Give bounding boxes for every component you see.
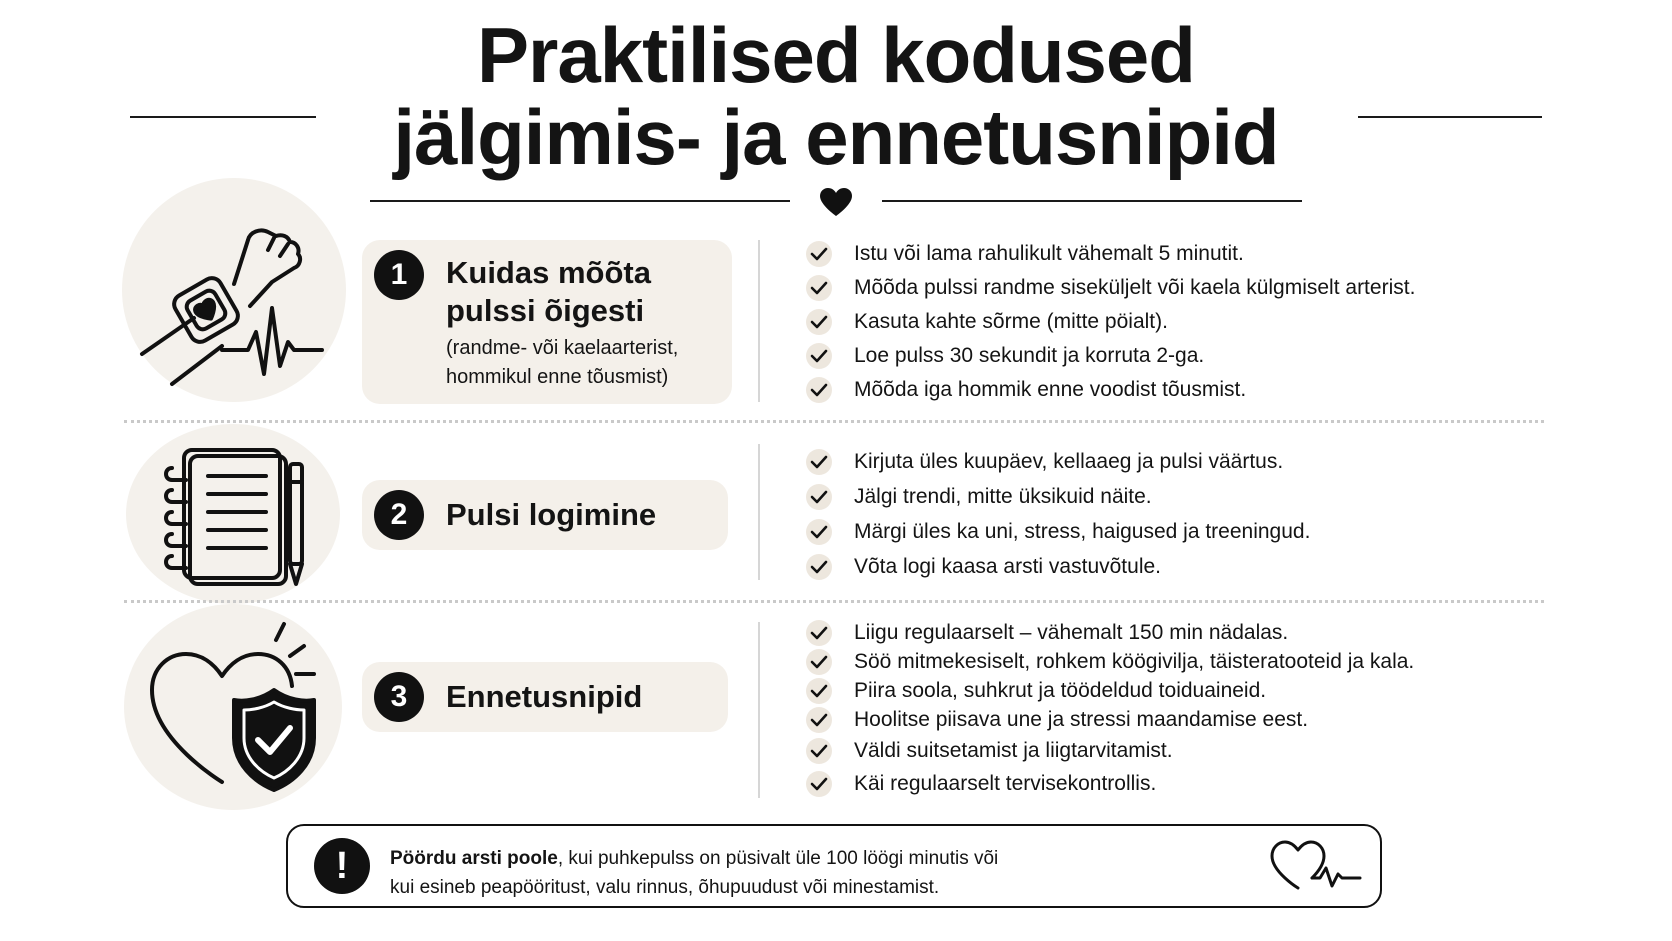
- wrist-watch-pulse-icon: [122, 178, 346, 402]
- checkmark-icon: [806, 554, 832, 580]
- list-item: Märgi üles ka uni, stress, haigused ja treeningud.: [806, 518, 1310, 553]
- checkmark-icon: [806, 275, 832, 301]
- section-2-list: [806, 448, 1310, 588]
- section-1-illustration: [122, 178, 346, 402]
- list-item: Kirjuta üles kuupäev, kellaaeg ja pulsi väärtus.: [806, 448, 1310, 483]
- section-1-title: [446, 254, 651, 330]
- divider-rule-right: [882, 200, 1302, 202]
- alert-text-line-1: Pöördu arsti poole, kui puhkepulss on püsivalt üle 100 löögi minutis või: [390, 848, 999, 869]
- title-rule-left: [130, 116, 316, 118]
- list-item: Mõõda iga hommik enne voodist tõusmist.: [806, 376, 1415, 410]
- list-item: Kasuta kahte sõrme (mitte pöialt).: [806, 308, 1415, 342]
- checkmark-icon: [806, 449, 832, 475]
- exclamation-icon: !: [314, 838, 370, 894]
- section-3-title: Ennetusnipid: [446, 679, 643, 714]
- section-1-list: [806, 240, 1415, 410]
- checkmark-icon: [806, 620, 832, 646]
- list-item: Loe pulss 30 sekundit ja korruta 2-ga.: [806, 342, 1415, 376]
- list-item: Piira soola, suhkrut ja töödeldud toiduaineid.: [806, 678, 1414, 707]
- list-item: Mõõda pulssi randme siseküljelt või kaela külgmiselt arterist.: [806, 274, 1415, 308]
- list-item: Istu või lama rahulikult vähemalt 5 minutit.: [806, 240, 1415, 274]
- section-3-list: [806, 620, 1414, 801]
- section-1-title-line-2: pulssi õigesti: [446, 293, 645, 328]
- list-item: Väldi suitsetamist ja liigtarvitamist.: [806, 738, 1414, 771]
- section-divider-1: [124, 420, 1544, 423]
- section-1-subtitle-line-2: hommikul enne tõusmist): [446, 366, 669, 388]
- heart-shield-check-icon: [124, 604, 342, 810]
- alert-bold: Pöördu arsti poole: [390, 848, 558, 869]
- section-2-separator: [758, 444, 760, 580]
- alert-text: [390, 844, 998, 902]
- section-3-illustration: [124, 604, 342, 810]
- checkmark-icon: [806, 738, 832, 764]
- list-item: Võta logi kaasa arsti vastuvõtule.: [806, 553, 1310, 588]
- checkmark-icon: [806, 678, 832, 704]
- section-3-separator: [758, 622, 760, 798]
- section-1-title-line-1: Kuidas mõõta: [446, 255, 651, 290]
- alert-text-line-2: kui esineb peapööritust, valu rinnus, õhupuudust või minestamist.: [390, 877, 940, 898]
- section-1-subtitle: [446, 334, 678, 392]
- checkmark-icon: [806, 377, 832, 403]
- divider-rule-left: [370, 200, 790, 202]
- heart-pulse-icon: [1268, 838, 1364, 894]
- checkmark-icon: [806, 484, 832, 510]
- checkmark-icon: [806, 309, 832, 335]
- doctor-alert-box: [286, 824, 1382, 908]
- title-line-2: jälgimis- ja ennetusnipid: [393, 93, 1279, 181]
- section-3-number: 3: [374, 672, 424, 722]
- list-item: Käi regulaarselt tervisekontrollis.: [806, 771, 1414, 801]
- list-item: Hoolitse piisava une ja stressi maandamise eest.: [806, 707, 1414, 738]
- checkmark-icon: [806, 343, 832, 369]
- list-item: Jälgi trendi, mitte üksikuid näite.: [806, 483, 1310, 518]
- section-2-illustration: [126, 424, 340, 604]
- section-1-number: 1: [374, 250, 424, 300]
- heart-icon: [818, 186, 854, 218]
- checkmark-icon: [806, 241, 832, 267]
- checkmark-icon: [806, 707, 832, 733]
- title-rule-right: [1358, 116, 1542, 118]
- checkmark-icon: [806, 771, 832, 797]
- section-1-separator: [758, 240, 760, 402]
- section-2-number: 2: [374, 490, 424, 540]
- list-item: Liigu regulaarselt – vähemalt 150 min nädalas.: [806, 620, 1414, 649]
- checkmark-icon: [806, 649, 832, 675]
- title-line-1: Praktilised kodused: [477, 11, 1195, 99]
- notebook-pen-icon: [126, 424, 340, 604]
- section-divider-2: [124, 600, 1544, 603]
- section-2-title: Pulsi logimine: [446, 497, 657, 532]
- checkmark-icon: [806, 519, 832, 545]
- list-item: Söö mitmekesiselt, rohkem köögivilja, täisteratooteid ja kala.: [806, 649, 1414, 678]
- section-1-subtitle-line-1: (randme- või kaelaarterist,: [446, 337, 679, 359]
- page-title: [0, 11, 1672, 181]
